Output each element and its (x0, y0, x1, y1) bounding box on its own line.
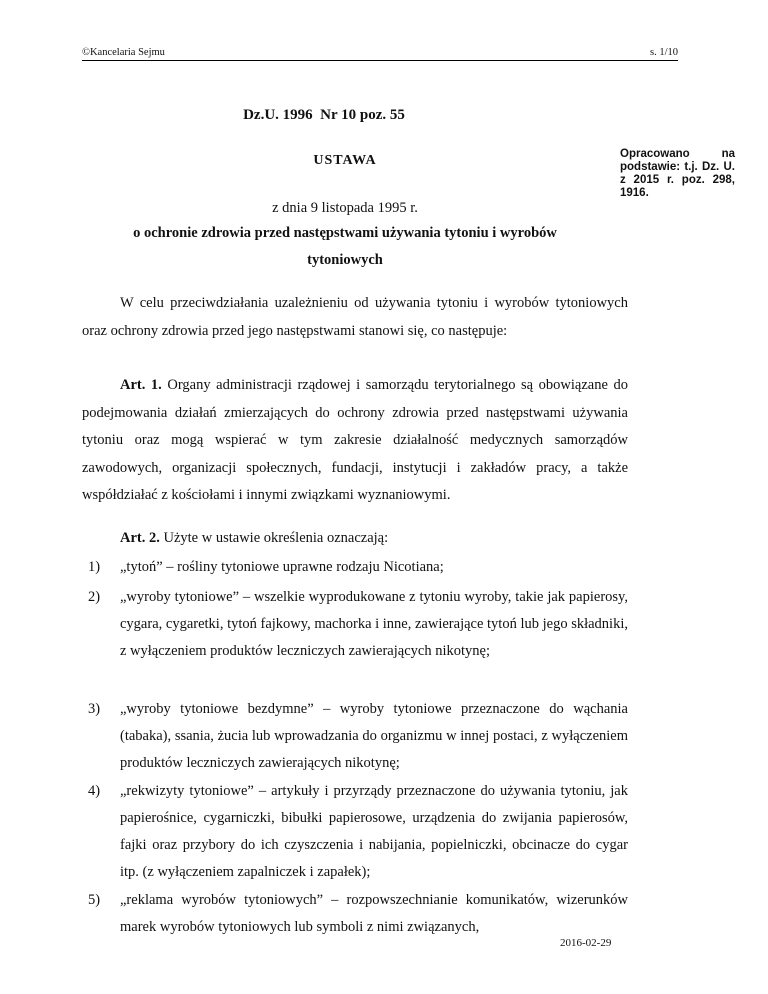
page-header (82, 46, 678, 61)
definition-text: „reklama wyrobów tytoniowych” – rozpowszechnianie komunikatów, wizerunków marek wyrobów tytoniowych lub symboli z nimi związanych, (120, 892, 628, 935)
definition-text: „tytoń” – rośliny tytoniowe uprawne rodzaju Nicotiana; (120, 559, 444, 575)
definition-number: 3) (88, 701, 101, 717)
header-page-number: s. 1/10 (649, 47, 678, 58)
act-title: o ochronie zdrowia przed następstwami używania tytoniu i wyrobów tytoniowych (133, 225, 557, 268)
definition-number: 1) (88, 559, 101, 575)
definition-text: „wyroby tytoniowe” – wszelkie wyprodukowane z tytoniu wyroby, takie jak papierosy, cygara, cygaretki, tytoń fajkowy, machorka i inne, zawierające tytoń lub jego składniki, z wyłączeniem produktów leczniczych zawierających nikotynę; (120, 589, 628, 659)
definition-item (82, 696, 628, 777)
document-type: USTAWA (313, 153, 377, 168)
article-2-label: Art. 2. (120, 530, 160, 546)
preamble: W celu przeciwdziałania uzależnieniu od używania tytoniu i wyrobów tytoniowych oraz ochrony zdrowia przed jego następstwami stanowi się, co następuje: (82, 295, 628, 339)
side-note: Opracowano na podstawie: t.j. Dz. U. z 2015 r. poz. 298, 1916. (620, 148, 735, 199)
definition-number: 2) (88, 589, 101, 605)
journal-reference (0, 107, 768, 124)
definition-item (82, 887, 628, 941)
article-1 (82, 372, 628, 510)
footer-date: 2016-02-29 (560, 937, 612, 949)
definition-number: 4) (88, 783, 101, 799)
article-1-text: Organy administracji rządowej i samorządu terytorialnego są obowiązane do podejmowania działań zmierzających do ochrony zdrowia przed następstwami używania tytoniu oraz mogą wspierać w tym zakresie działalność medycznych samorządów zawodowych, organizacji społecznych, fundacji, instytucji i zakładów pracy, a także współdziałać z kościołami i innymi związkami wyznaniowymi. (82, 377, 628, 503)
definition-number: 5) (88, 892, 101, 908)
journal-reference-text: Dz.U. 1996 Nr 10 poz. 55 (243, 107, 405, 123)
definition-text: „rekwizyty tytoniowe” – artykuły i przyrządy przeznaczone do używania tytoniu, jak papierośnice, cygarniczki, bibułki papierosowe, urządzenia do zwijania papierosów, fajki oraz przybory do ich czyszczenia i nabijania, popielniczki, obcinacze do cygar itp. (z wyłączeniem zapalniczek i zapałek); (120, 783, 628, 880)
header-publisher: ©Kancelaria Sejmu (82, 47, 165, 58)
definition-item (82, 584, 628, 665)
article-1-label: Art. 1. (120, 377, 162, 393)
definition-item (82, 554, 628, 581)
article-2-intro-text: Użyte w ustawie określenia oznaczają: (163, 530, 389, 546)
definition-text: „wyroby tytoniowe bezdymne” – wyroby tytoniowe przeznaczone do wąchania (tabaka), ssania, żucia lub wprowadzania do organizmu w innej postaci, z wyłączeniem produktów leczniczych zawierających nikotynę; (120, 701, 628, 771)
definition-item (82, 778, 628, 886)
article-2-intro (82, 525, 628, 553)
document-date: z dnia 9 listopada 1995 r. (272, 200, 418, 216)
